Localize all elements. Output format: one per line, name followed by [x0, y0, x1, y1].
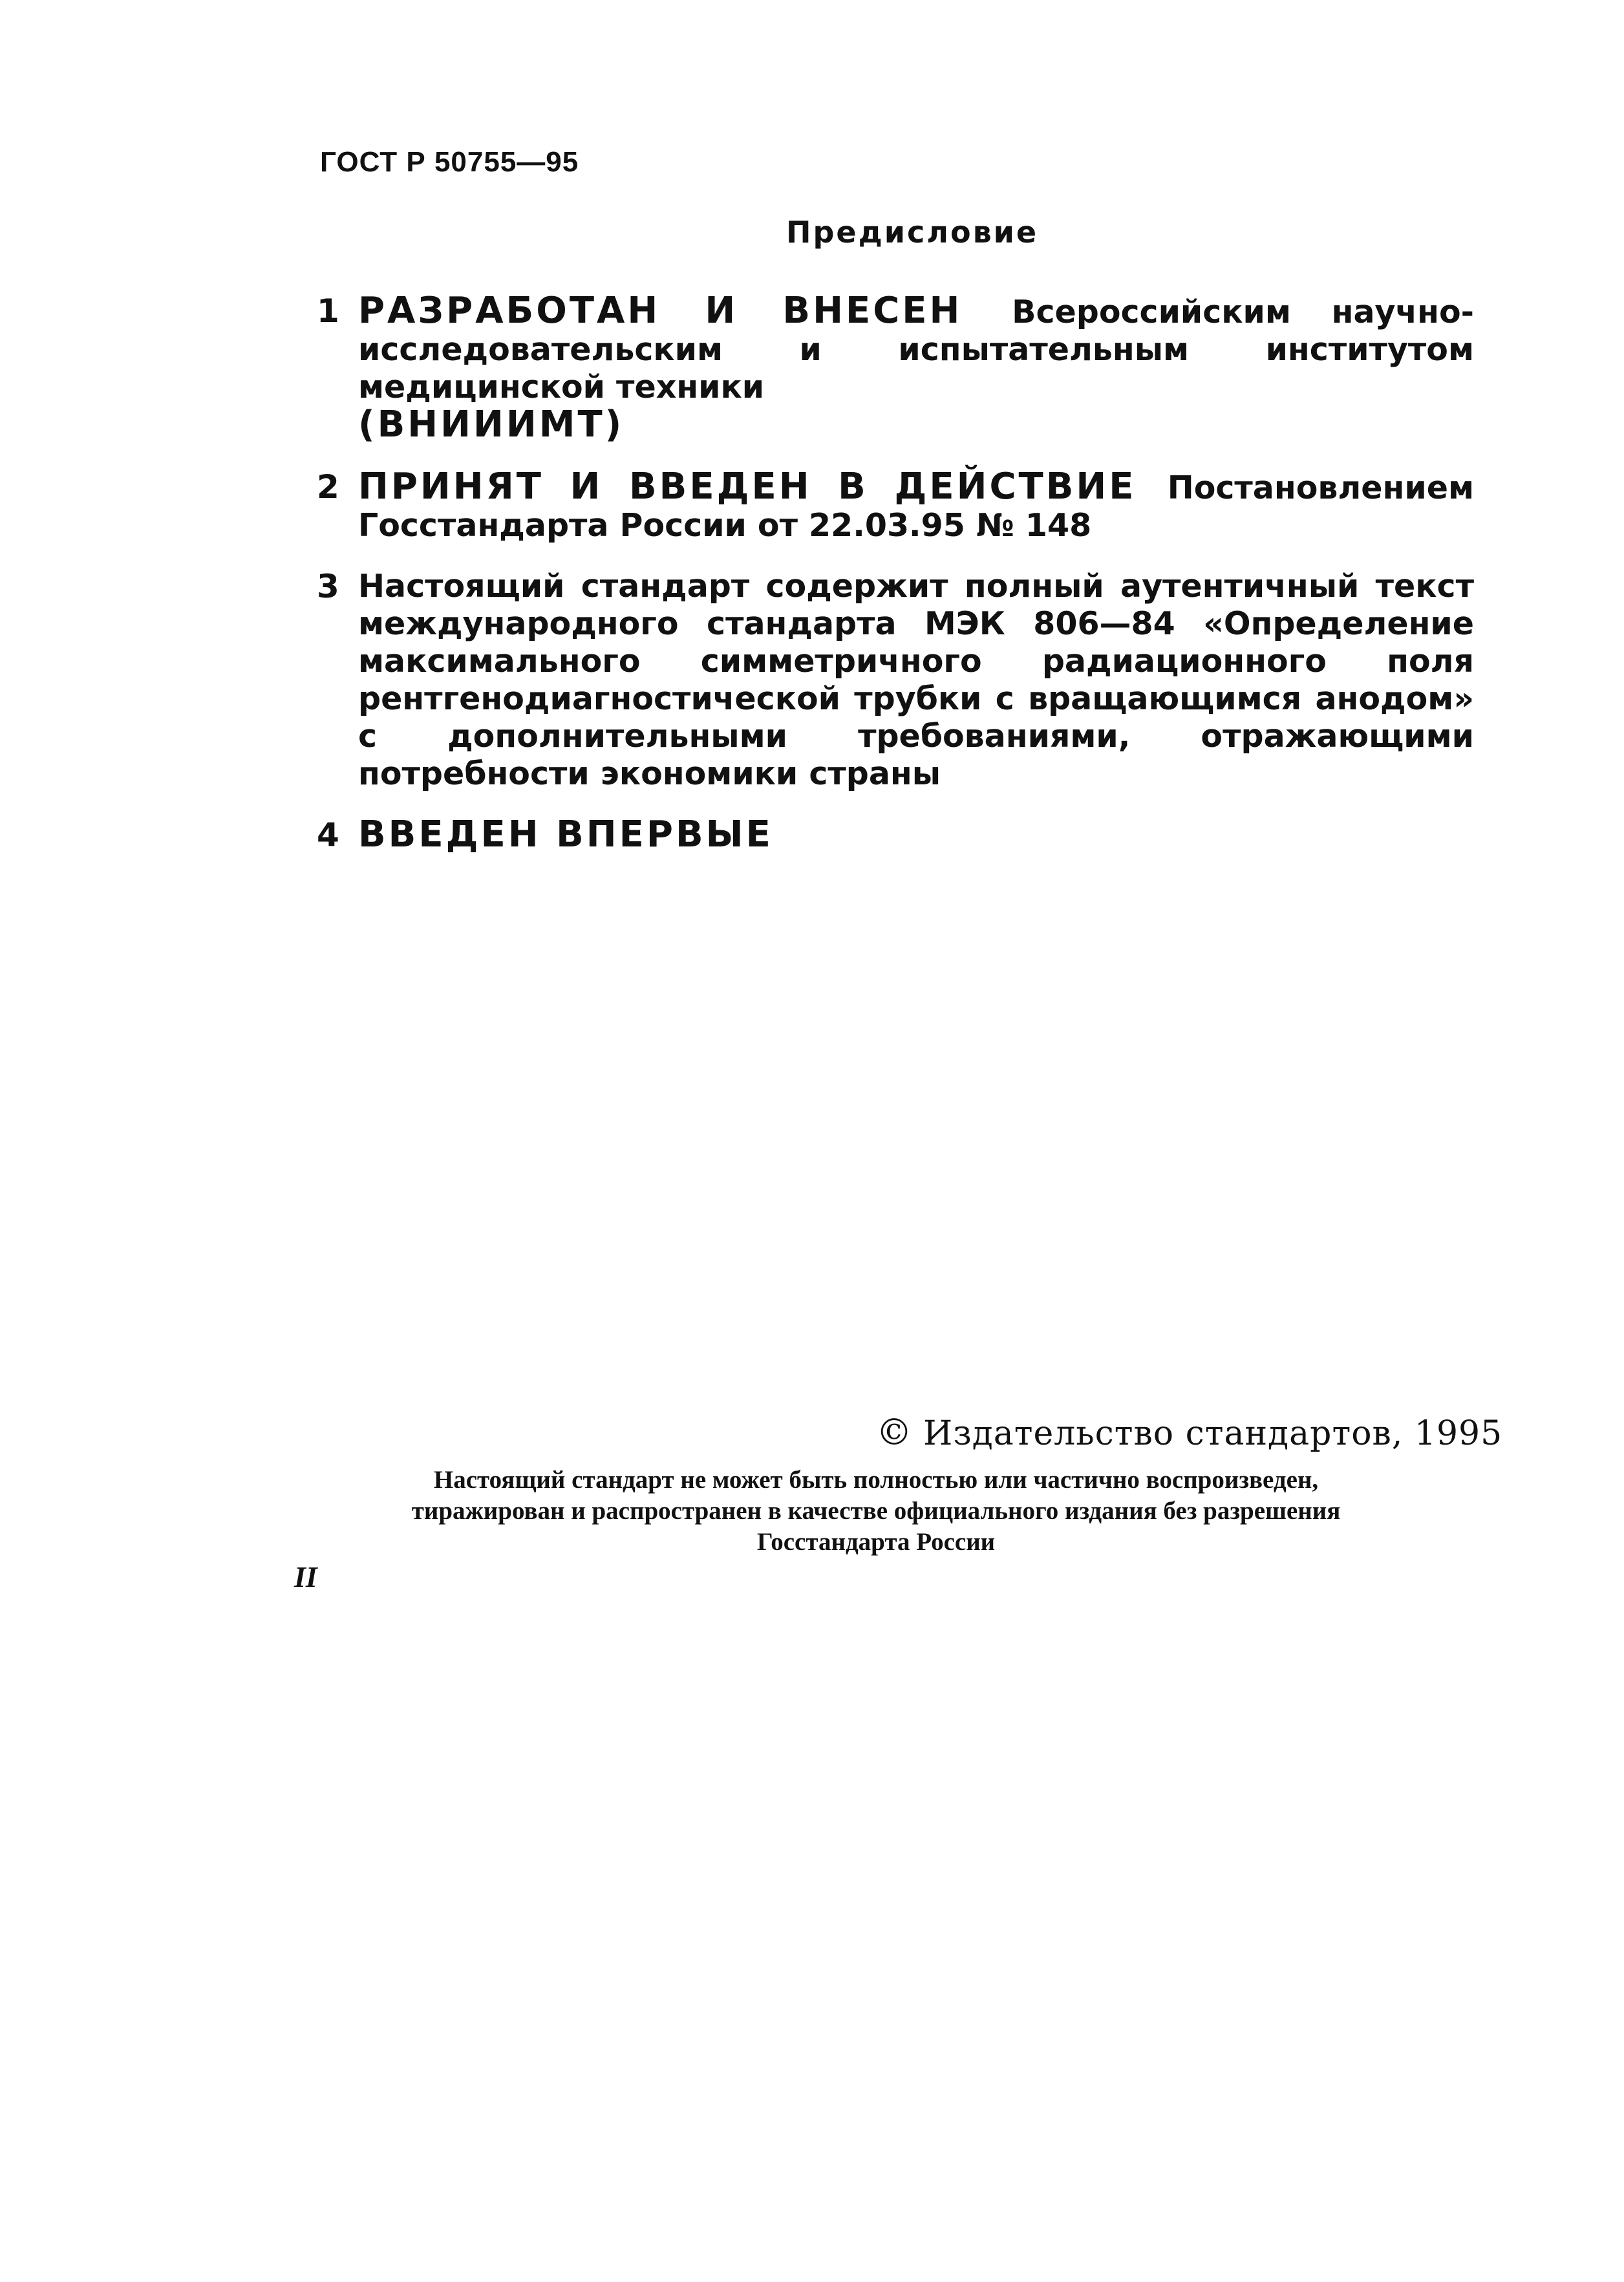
item-text: Постановлением Госстандарта России от 22.03.95 № 148: [358, 469, 1474, 544]
copyright-line: [876, 1412, 1502, 1454]
notice-line-1: Настоящий стандарт не может быть полностью или частично воспроизведен,: [433, 1466, 1319, 1494]
item-number: 4: [317, 816, 339, 854]
copyright-symbol: ©: [876, 1412, 913, 1454]
preface-item-1: [317, 292, 1474, 445]
notice-line-2: тиражирован и распространен в качестве официального издания без разрешения: [411, 1497, 1341, 1525]
item-text: Всероссийским научно-исследовательским и испытательным институтом медицинской техники: [358, 294, 1474, 405]
item-text: Настоящий стандарт содержит полный аутентичный текст международного стандарта МЭК 806—84 «Определение максимального симметричного радиационного поля рентгенодиагностической трубки с вращающимся анодом» с дополнительными требованиями, отражающими потребности экономики страны: [358, 568, 1474, 792]
page-number: II: [294, 1560, 317, 1593]
copyright-text: Издательство стандартов, 1995: [923, 1414, 1503, 1453]
item-number: 3: [317, 568, 339, 605]
preface-item-2: [317, 468, 1474, 544]
item-number: 2: [317, 468, 339, 506]
item-body: [358, 468, 1474, 544]
reproduction-notice: [294, 1465, 1458, 1558]
item-number: 1: [317, 292, 339, 330]
item-tail: (ВНИИИМТ): [358, 404, 625, 446]
preface-list: [317, 292, 1474, 854]
section-title: Предисловие: [786, 215, 1039, 250]
document-code: ГОСТ Р 50755—95: [320, 146, 579, 178]
notice-line-3: Госстандарта России: [756, 1528, 996, 1556]
item-body: [358, 292, 1474, 445]
preface-item-3: [317, 568, 1474, 793]
item-text: ВВЕДЕН ВПЕРВЫЕ: [358, 813, 773, 856]
item-lead: ПРИНЯТ И ВВЕДЕН В ДЕЙСТВИЕ: [358, 466, 1137, 508]
preface-item-4: [317, 813, 1474, 856]
item-lead: РАЗРАБОТАН И ВНЕСЕН: [358, 290, 963, 332]
